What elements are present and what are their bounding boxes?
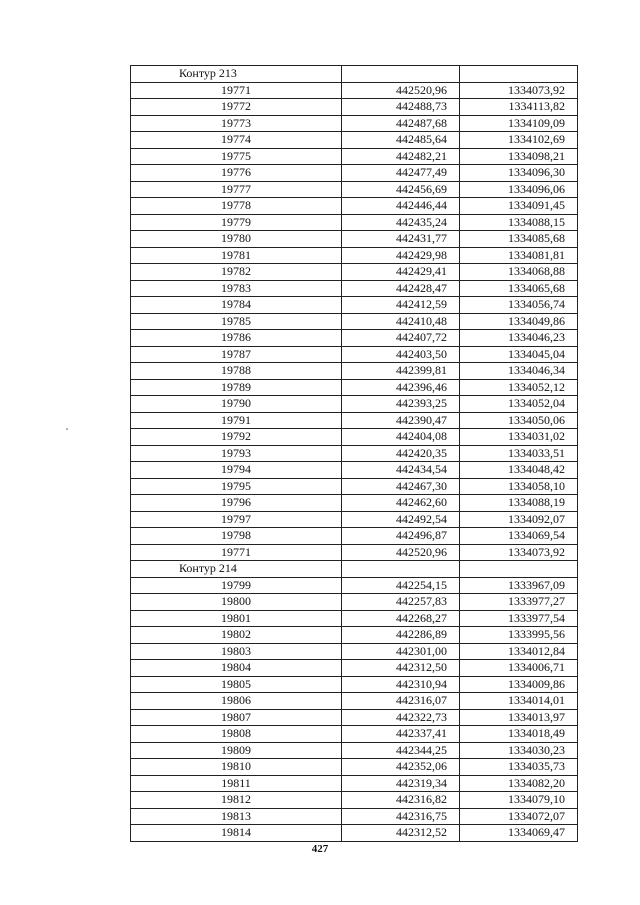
coordinates-table-body <box>131 66 578 842</box>
table-row <box>131 825 578 842</box>
y-coordinate-cell: 1334081,81 <box>460 247 578 264</box>
point-number-cell: 19813 <box>131 808 342 825</box>
y-coordinate-cell: 1334109,09 <box>460 115 578 132</box>
x-coordinate-cell: 442399,81 <box>342 363 460 380</box>
point-number-cell: 19784 <box>131 297 342 314</box>
point-number-cell: 19776 <box>131 165 342 182</box>
y-coordinate-cell: 1334030,23 <box>460 742 578 759</box>
point-number-cell: 19789 <box>131 379 342 396</box>
x-coordinate-cell: 442403,50 <box>342 346 460 363</box>
table-row <box>131 99 578 116</box>
table-row <box>131 198 578 215</box>
empty-cell <box>460 66 578 83</box>
table-row <box>131 445 578 462</box>
y-coordinate-cell: 1334018,49 <box>460 726 578 743</box>
x-coordinate-cell: 442310,94 <box>342 676 460 693</box>
x-coordinate-cell: 442429,98 <box>342 247 460 264</box>
point-number-cell: 19800 <box>131 594 342 611</box>
x-coordinate-cell: 442434,54 <box>342 462 460 479</box>
table-row <box>131 214 578 231</box>
x-coordinate-cell: 442254,15 <box>342 577 460 594</box>
table-row <box>131 231 578 248</box>
x-coordinate-cell: 442407,72 <box>342 330 460 347</box>
y-coordinate-cell: 1334035,73 <box>460 759 578 776</box>
coordinates-table <box>130 65 578 842</box>
y-coordinate-cell: 1334031,02 <box>460 429 578 446</box>
y-coordinate-cell: 1334048,42 <box>460 462 578 479</box>
y-coordinate-cell: 1333967,09 <box>460 577 578 594</box>
point-number-cell: 19810 <box>131 759 342 776</box>
contour-header-row <box>131 561 578 578</box>
y-coordinate-cell: 1334050,06 <box>460 412 578 429</box>
point-number-cell: 19814 <box>131 825 342 842</box>
table-row <box>131 495 578 512</box>
x-coordinate-cell: 442393,25 <box>342 396 460 413</box>
x-coordinate-cell: 442488,73 <box>342 99 460 116</box>
x-coordinate-cell: 442467,30 <box>342 478 460 495</box>
x-coordinate-cell: 442496,87 <box>342 528 460 545</box>
table-row <box>131 412 578 429</box>
x-coordinate-cell: 442316,82 <box>342 792 460 809</box>
contour-label: Контур 214 <box>131 561 342 578</box>
point-number-cell: 19774 <box>131 132 342 149</box>
y-coordinate-cell: 1334056,74 <box>460 297 578 314</box>
contour-header-row <box>131 66 578 83</box>
x-coordinate-cell: 442428,47 <box>342 280 460 297</box>
x-coordinate-cell: 442492,54 <box>342 511 460 528</box>
y-coordinate-cell: 1334088,19 <box>460 495 578 512</box>
x-coordinate-cell: 442286,89 <box>342 627 460 644</box>
table-row <box>131 396 578 413</box>
table-row <box>131 115 578 132</box>
point-number-cell: 19807 <box>131 709 342 726</box>
point-number-cell: 19804 <box>131 660 342 677</box>
x-coordinate-cell: 442337,41 <box>342 726 460 743</box>
y-coordinate-cell: 1334012,84 <box>460 643 578 660</box>
table-row <box>131 808 578 825</box>
y-coordinate-cell: 1334102,69 <box>460 132 578 149</box>
y-coordinate-cell: 1334046,34 <box>460 363 578 380</box>
point-number-cell: 19781 <box>131 247 342 264</box>
point-number-cell: 19794 <box>131 462 342 479</box>
table-row <box>131 693 578 710</box>
scan-dot <box>66 428 68 430</box>
y-coordinate-cell: 1334088,15 <box>460 214 578 231</box>
table-row <box>131 643 578 660</box>
point-number-cell: 19792 <box>131 429 342 446</box>
y-coordinate-cell: 1334065,68 <box>460 280 578 297</box>
point-number-cell: 19806 <box>131 693 342 710</box>
point-number-cell: 19808 <box>131 726 342 743</box>
empty-cell <box>342 66 460 83</box>
x-coordinate-cell: 442431,77 <box>342 231 460 248</box>
point-number-cell: 19802 <box>131 627 342 644</box>
point-number-cell: 19791 <box>131 412 342 429</box>
y-coordinate-cell: 1334092,07 <box>460 511 578 528</box>
point-number-cell: 19787 <box>131 346 342 363</box>
point-number-cell: 19785 <box>131 313 342 330</box>
y-coordinate-cell: 1333995,56 <box>460 627 578 644</box>
y-coordinate-cell: 1334013,97 <box>460 709 578 726</box>
y-coordinate-cell: 1334006,71 <box>460 660 578 677</box>
x-coordinate-cell: 442312,50 <box>342 660 460 677</box>
point-number-cell: 19790 <box>131 396 342 413</box>
table-row <box>131 627 578 644</box>
table-row <box>131 511 578 528</box>
table-row <box>131 181 578 198</box>
table-row <box>131 726 578 743</box>
x-coordinate-cell: 442396,46 <box>342 379 460 396</box>
x-coordinate-cell: 442435,24 <box>342 214 460 231</box>
x-coordinate-cell: 442446,44 <box>342 198 460 215</box>
point-number-cell: 19778 <box>131 198 342 215</box>
table-row <box>131 429 578 446</box>
table-row <box>131 742 578 759</box>
point-number-cell: 19783 <box>131 280 342 297</box>
point-number-cell: 19795 <box>131 478 342 495</box>
point-number-cell: 19801 <box>131 610 342 627</box>
table-row <box>131 82 578 99</box>
y-coordinate-cell: 1334091,45 <box>460 198 578 215</box>
x-coordinate-cell: 442487,68 <box>342 115 460 132</box>
table-row <box>131 478 578 495</box>
x-coordinate-cell: 442404,08 <box>342 429 460 446</box>
point-number-cell: 19799 <box>131 577 342 594</box>
point-number-cell: 19796 <box>131 495 342 512</box>
y-coordinate-cell: 1334096,06 <box>460 181 578 198</box>
y-coordinate-cell: 1334046,23 <box>460 330 578 347</box>
y-coordinate-cell: 1334069,47 <box>460 825 578 842</box>
x-coordinate-cell: 442268,27 <box>342 610 460 627</box>
page-number: 427 <box>311 843 329 855</box>
table-row <box>131 709 578 726</box>
point-number-cell: 19788 <box>131 363 342 380</box>
table-row <box>131 759 578 776</box>
table-row <box>131 462 578 479</box>
y-coordinate-cell: 1334113,82 <box>460 99 578 116</box>
x-coordinate-cell: 442257,83 <box>342 594 460 611</box>
table-row <box>131 775 578 792</box>
table-row <box>131 264 578 281</box>
y-coordinate-cell: 1334033,51 <box>460 445 578 462</box>
table-row <box>131 544 578 561</box>
y-coordinate-cell: 1334052,12 <box>460 379 578 396</box>
x-coordinate-cell: 442410,48 <box>342 313 460 330</box>
point-number-cell: 19798 <box>131 528 342 545</box>
point-number-cell: 19786 <box>131 330 342 347</box>
y-coordinate-cell: 1334098,21 <box>460 148 578 165</box>
point-number-cell: 19775 <box>131 148 342 165</box>
empty-cell <box>342 561 460 578</box>
y-coordinate-cell: 1333977,54 <box>460 610 578 627</box>
table-row <box>131 297 578 314</box>
table-row <box>131 792 578 809</box>
y-coordinate-cell: 1334096,30 <box>460 165 578 182</box>
y-coordinate-cell: 1334052,04 <box>460 396 578 413</box>
table-row <box>131 363 578 380</box>
table-row <box>131 313 578 330</box>
x-coordinate-cell: 442462,60 <box>342 495 460 512</box>
x-coordinate-cell: 442316,75 <box>342 808 460 825</box>
y-coordinate-cell: 1334049,86 <box>460 313 578 330</box>
x-coordinate-cell: 442301,00 <box>342 643 460 660</box>
y-coordinate-cell: 1333977,27 <box>460 594 578 611</box>
y-coordinate-cell: 1334079,10 <box>460 792 578 809</box>
point-number-cell: 19777 <box>131 181 342 198</box>
point-number-cell: 19797 <box>131 511 342 528</box>
point-number-cell: 19811 <box>131 775 342 792</box>
table-row <box>131 148 578 165</box>
contour-label: Контур 213 <box>131 66 342 83</box>
point-number-cell: 19782 <box>131 264 342 281</box>
table-row <box>131 610 578 627</box>
x-coordinate-cell: 442429,41 <box>342 264 460 281</box>
y-coordinate-cell: 1334045,04 <box>460 346 578 363</box>
x-coordinate-cell: 442319,34 <box>342 775 460 792</box>
x-coordinate-cell: 442520,96 <box>342 544 460 561</box>
x-coordinate-cell: 442316,07 <box>342 693 460 710</box>
x-coordinate-cell: 442520,96 <box>342 82 460 99</box>
table-row <box>131 676 578 693</box>
x-coordinate-cell: 442456,69 <box>342 181 460 198</box>
x-coordinate-cell: 442482,21 <box>342 148 460 165</box>
y-coordinate-cell: 1334072,07 <box>460 808 578 825</box>
table-row <box>131 247 578 264</box>
table-row <box>131 577 578 594</box>
x-coordinate-cell: 442390,47 <box>342 412 460 429</box>
table-row <box>131 528 578 545</box>
empty-cell <box>460 561 578 578</box>
y-coordinate-cell: 1334014,01 <box>460 693 578 710</box>
x-coordinate-cell: 442412,59 <box>342 297 460 314</box>
x-coordinate-cell: 442485,64 <box>342 132 460 149</box>
table-row <box>131 132 578 149</box>
y-coordinate-cell: 1334058,10 <box>460 478 578 495</box>
y-coordinate-cell: 1334073,92 <box>460 544 578 561</box>
point-number-cell: 19793 <box>131 445 342 462</box>
point-number-cell: 19772 <box>131 99 342 116</box>
point-number-cell: 19779 <box>131 214 342 231</box>
point-number-cell: 19809 <box>131 742 342 759</box>
table-row <box>131 346 578 363</box>
x-coordinate-cell: 442477,49 <box>342 165 460 182</box>
point-number-cell: 19771 <box>131 82 342 99</box>
table-row <box>131 165 578 182</box>
point-number-cell: 19812 <box>131 792 342 809</box>
x-coordinate-cell: 442420,35 <box>342 445 460 462</box>
y-coordinate-cell: 1334009,86 <box>460 676 578 693</box>
y-coordinate-cell: 1334082,20 <box>460 775 578 792</box>
table-row <box>131 379 578 396</box>
x-coordinate-cell: 442312,52 <box>342 825 460 842</box>
table-row <box>131 330 578 347</box>
table-row <box>131 280 578 297</box>
point-number-cell: 19780 <box>131 231 342 248</box>
table-row <box>131 594 578 611</box>
point-number-cell: 19803 <box>131 643 342 660</box>
table-row <box>131 660 578 677</box>
y-coordinate-cell: 1334085,68 <box>460 231 578 248</box>
x-coordinate-cell: 442344,25 <box>342 742 460 759</box>
point-number-cell: 19771 <box>131 544 342 561</box>
y-coordinate-cell: 1334068,88 <box>460 264 578 281</box>
x-coordinate-cell: 442322,73 <box>342 709 460 726</box>
point-number-cell: 19805 <box>131 676 342 693</box>
point-number-cell: 19773 <box>131 115 342 132</box>
y-coordinate-cell: 1334069,54 <box>460 528 578 545</box>
x-coordinate-cell: 442352,06 <box>342 759 460 776</box>
y-coordinate-cell: 1334073,92 <box>460 82 578 99</box>
